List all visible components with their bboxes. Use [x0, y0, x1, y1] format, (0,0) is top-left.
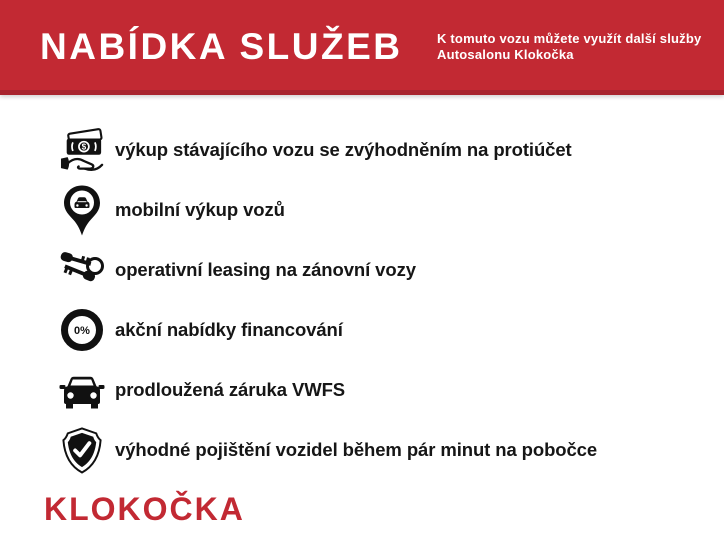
shield-check-icon	[58, 421, 106, 479]
service-label: akční nabídky financování	[115, 319, 343, 340]
service-label: operativní leasing na zánovní vozy	[115, 259, 416, 280]
list-item	[58, 300, 597, 360]
keys-icon	[58, 241, 106, 299]
list-item	[58, 360, 597, 420]
list-item	[58, 240, 597, 300]
location-pin-car-icon	[58, 181, 106, 239]
page-title: NABÍDKA SLUŽEB	[40, 26, 403, 67]
header-subtitle	[437, 31, 701, 63]
service-label: výhodné pojištění vozidel během pár minut na pobočce	[115, 439, 598, 460]
klokocka-logo: KLOKOČKA	[44, 491, 245, 527]
money-in-hand-icon	[58, 121, 106, 179]
zero-percent-label: 0%	[74, 325, 90, 337]
service-label: výkup stávajícího vozu se zvýhodněním na protiúčet	[115, 139, 572, 160]
header-subtitle-line2: Autosalonu Klokočka	[437, 47, 574, 62]
zero-percent-icon	[58, 301, 106, 359]
header-subtitle-line1: K tomuto vozu můžete využít další služby	[437, 31, 702, 46]
money-icon-currency-glyph: $	[81, 142, 87, 152]
service-label: mobilní výkup vozů	[115, 199, 285, 220]
service-label: prodloužená záruka VWFS	[115, 379, 346, 400]
header-banner	[0, 0, 724, 95]
list-item	[58, 420, 597, 480]
services-list	[58, 120, 597, 480]
list-item	[58, 120, 597, 180]
car-icon	[58, 361, 106, 419]
list-item	[58, 180, 597, 240]
